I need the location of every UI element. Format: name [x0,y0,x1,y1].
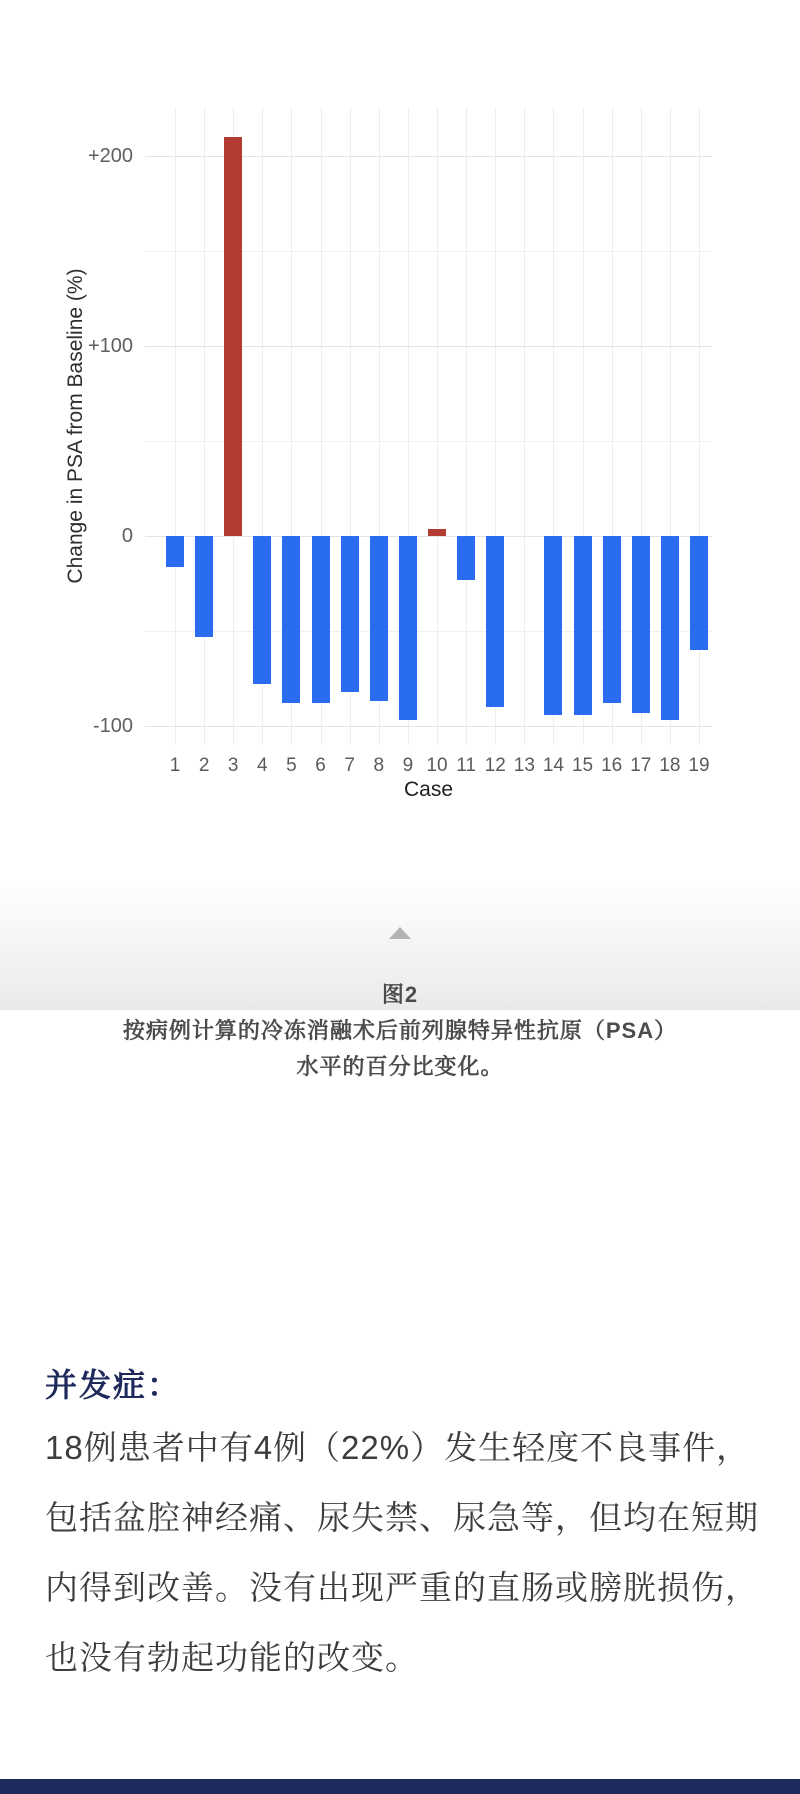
x-tick-label: 3 [227,755,239,776]
bar-case-12 [486,536,504,707]
bar-case-6 [312,536,330,703]
y-tick-label: -100 [92,715,133,737]
paragraph-line: 18例患者中有4例（22%）发生轻度不良事件， [45,1429,751,1466]
footer-accent-bar [0,1779,800,1794]
bar-case-4 [253,536,271,684]
collapse-up-arrow-icon[interactable] [389,927,411,939]
vertical-gridline [524,107,525,745]
chart-plot-area [145,107,712,745]
x-tick-label: 6 [315,755,326,776]
x-tick-label: 8 [373,755,385,776]
y-tick-label: +200 [87,145,133,168]
bar-case-19 [690,536,708,650]
bar-case-3 [224,137,242,536]
psa-change-bar-chart [0,0,800,810]
y-tick-label: 0 [121,525,133,548]
x-tick-label: 9 [402,755,414,776]
paragraph-line: 也没有勃起功能的改变。 [45,1639,419,1676]
x-tick-label: 19 [688,755,710,776]
bar-case-16 [603,536,621,703]
x-tick-label: 11 [456,755,476,776]
vertical-gridline [204,107,205,745]
figure-caption [0,977,800,1085]
bar-case-9 [399,536,417,720]
major-gridline [145,536,712,537]
bar-case-5 [282,536,300,703]
bar-case-2 [195,536,213,637]
x-tick-label: 15 [571,755,594,776]
figure-caption-line: 水平的百分比变化。 [296,1054,504,1079]
y-axis-title: Change in PSA from Baseline (%) [64,268,87,584]
complications-paragraph [45,1413,765,1693]
x-tick-label: 14 [542,755,564,776]
x-axis-title: Case [403,778,454,801]
x-tick-label: 18 [659,755,681,776]
x-tick-label: 17 [630,755,652,776]
bar-case-7 [341,536,359,692]
vertical-gridline [437,107,438,745]
minor-gridline [145,631,712,632]
paragraph-line: 包括盆腔神经痛、尿失禁、尿急等，但均在短期 [45,1499,759,1536]
x-tick-label: 13 [513,755,535,776]
vertical-gridline [466,107,467,745]
y-tick-label: +100 [87,335,133,358]
bar-case-8 [370,536,388,701]
x-tick-label: 10 [426,755,448,776]
x-tick-label: 7 [344,755,355,776]
bar-case-1 [166,536,184,566]
figure-caption-line: 按病例计算的冷冻消融术后前列腺特异性抗原（PSA） [122,1018,678,1043]
bar-case-18 [661,536,679,720]
bar-case-15 [574,536,592,714]
vertical-gridline [175,107,176,745]
x-tick-label: 12 [484,755,506,776]
x-tick-label: 16 [601,755,623,776]
x-tick-label: 5 [286,755,297,776]
section-heading-complications: 并发症： [45,1367,182,1403]
paragraph-line: 内得到改善。没有出现严重的直肠或膀胱损伤， [45,1569,759,1606]
bar-case-17 [632,536,650,713]
bar-case-14 [544,536,562,714]
major-gridline [145,726,712,727]
x-tick-label: 4 [257,755,268,776]
x-tick-label: 1 [169,755,181,776]
x-tick-label: 2 [198,755,210,776]
bar-case-10 [428,529,446,537]
bar-case-11 [457,536,475,580]
figure-caption-label: 图2 [381,982,419,1007]
